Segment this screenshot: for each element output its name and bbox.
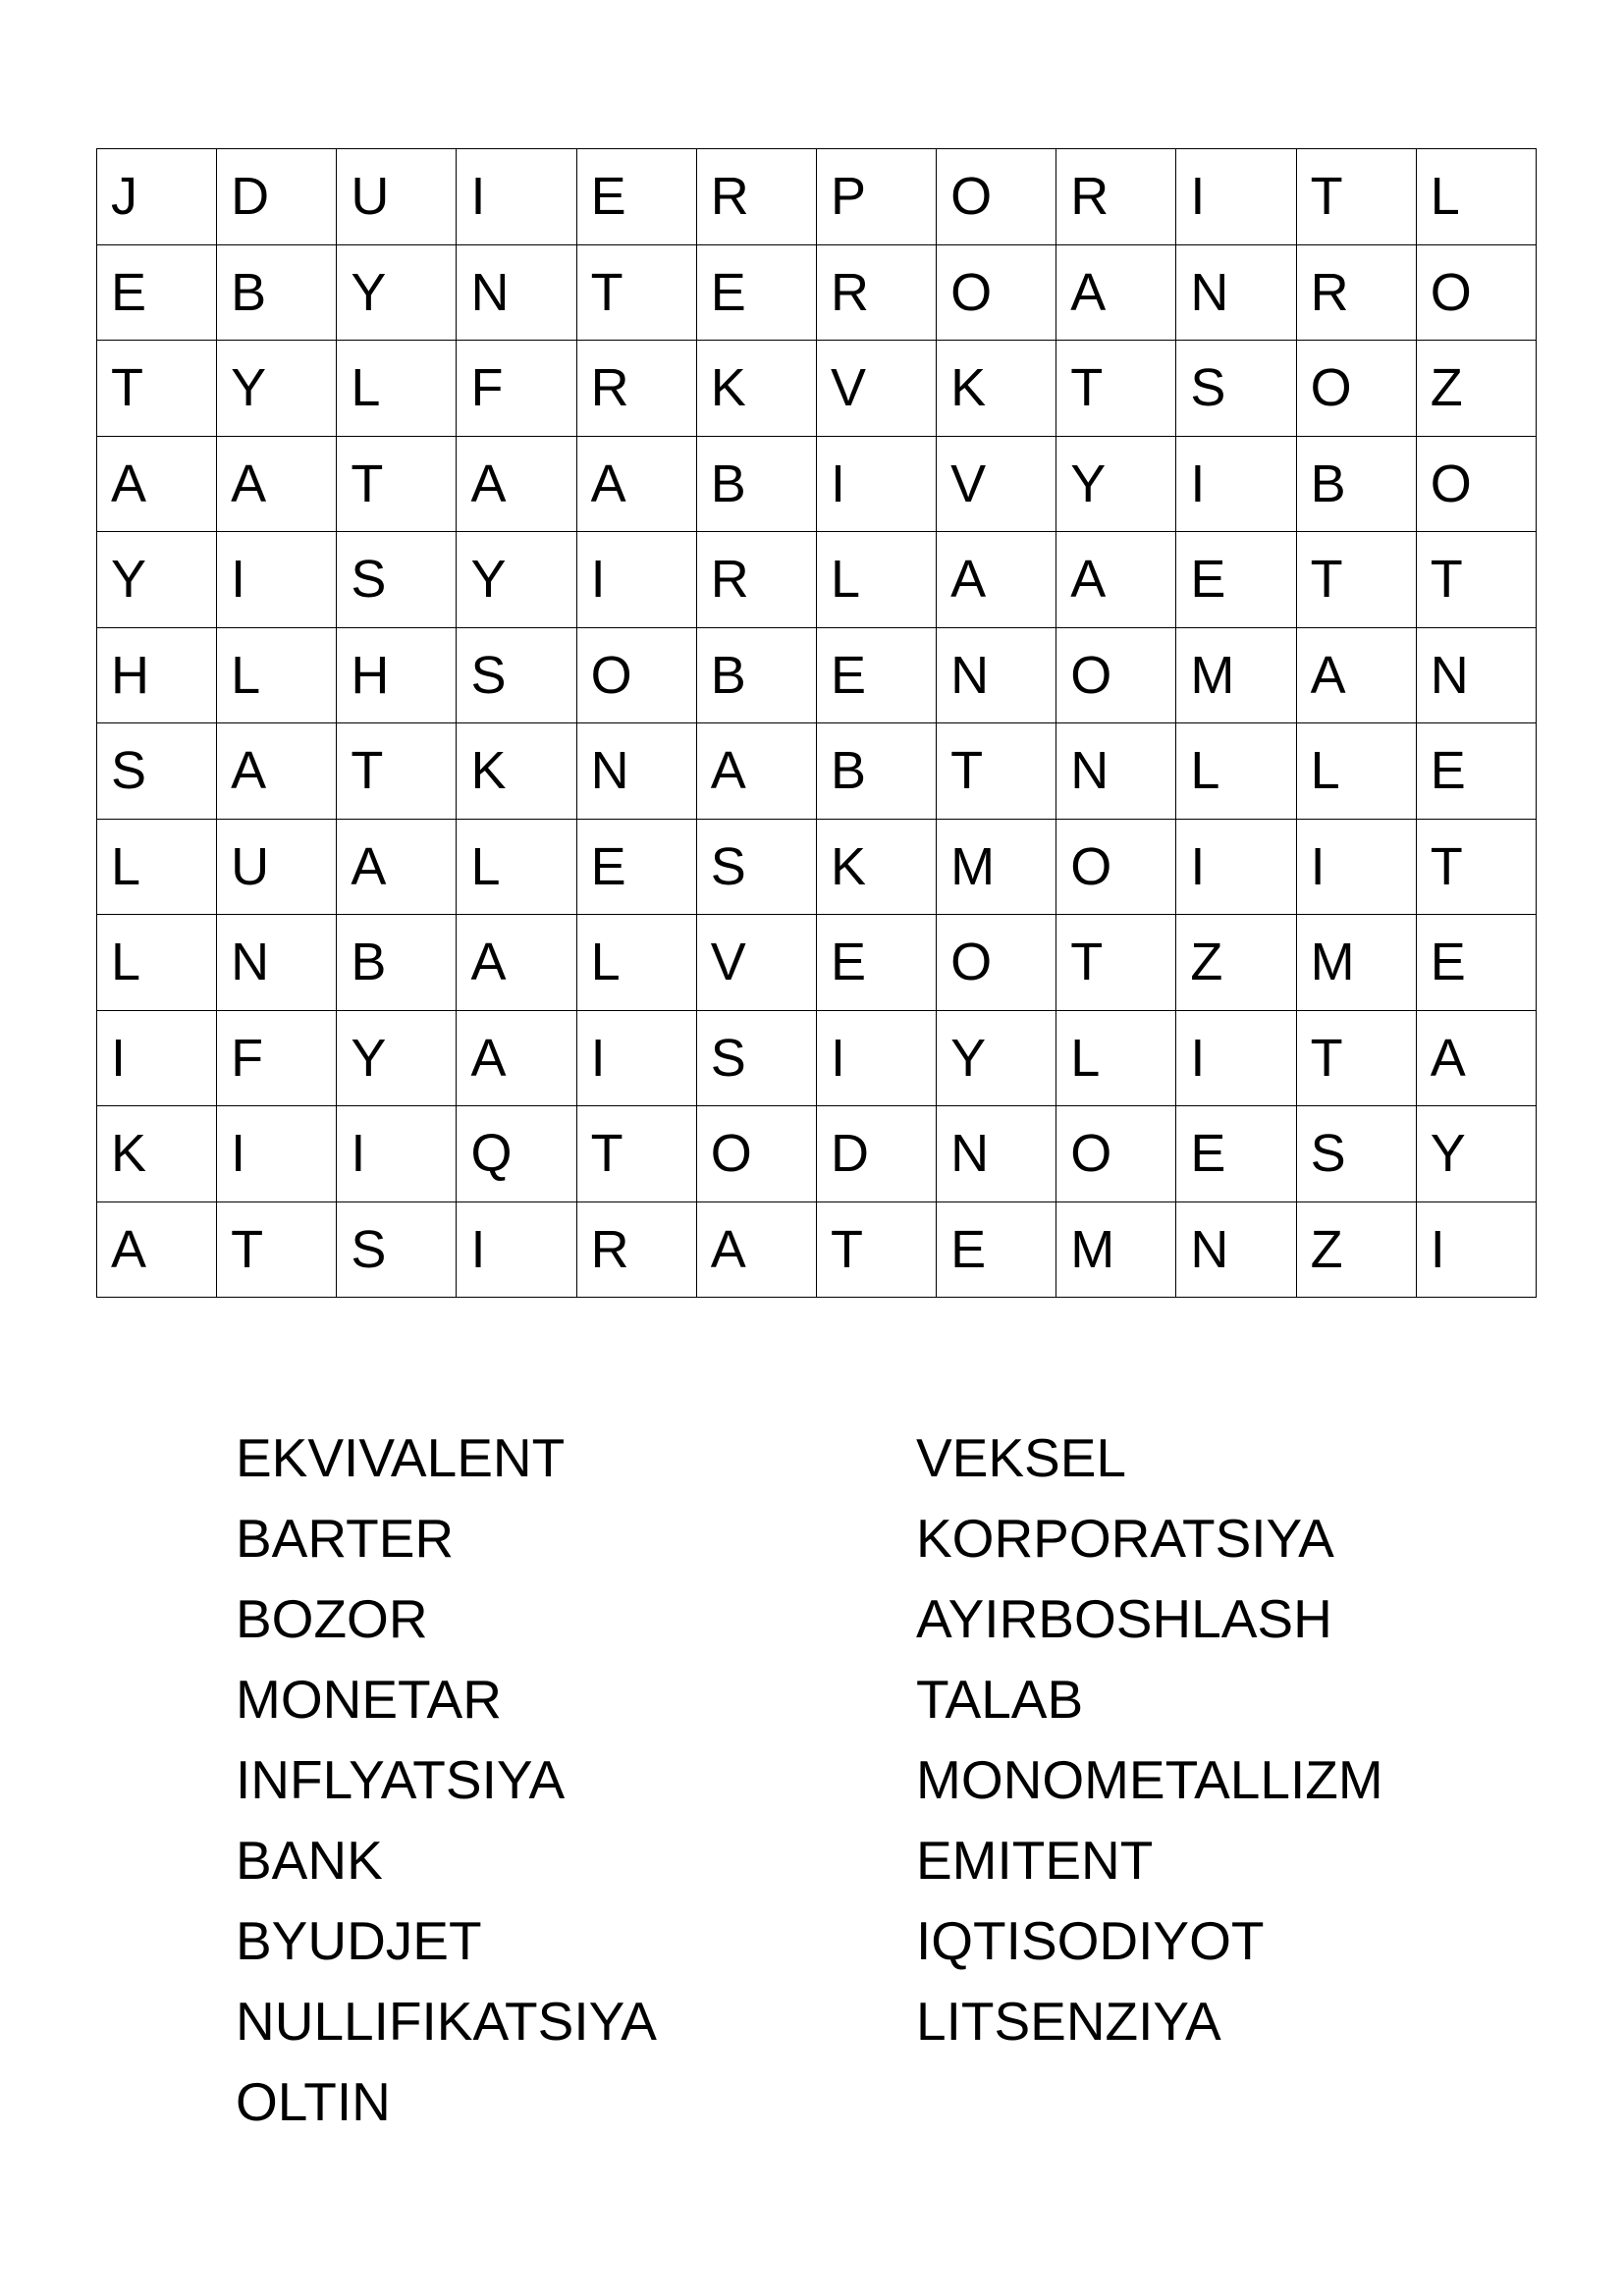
grid-cell: T xyxy=(1416,532,1536,628)
grid-cell: B xyxy=(696,627,816,723)
grid-cell: T xyxy=(337,723,457,820)
grid-cell: O xyxy=(1056,1106,1176,1202)
grid-cell: S xyxy=(1176,341,1296,437)
grid-cell: T xyxy=(1056,915,1176,1011)
grid-cell: O xyxy=(937,244,1056,341)
word-search-grid xyxy=(96,148,1537,1298)
grid-cell: K xyxy=(696,341,816,437)
word-list-item: KORPORATSIYA xyxy=(916,1508,1334,1569)
grid-cell: A xyxy=(457,915,576,1011)
grid-cell: S xyxy=(1296,1106,1416,1202)
grid-cell: R xyxy=(696,532,816,628)
grid-cell: Y xyxy=(457,532,576,628)
grid-cell: S xyxy=(337,1201,457,1298)
word-list-item: BANK xyxy=(236,1830,383,1891)
grid-row xyxy=(97,723,1537,820)
word-list-item: LITSENZIYA xyxy=(916,1991,1221,2052)
grid-cell: S xyxy=(696,1010,816,1106)
grid-cell: E xyxy=(816,915,936,1011)
grid-cell: L xyxy=(1176,723,1296,820)
grid-cell: M xyxy=(1296,915,1416,1011)
grid-cell: I xyxy=(816,436,936,532)
grid-cell: I xyxy=(217,1106,337,1202)
grid-cell: L xyxy=(97,819,217,915)
grid-cell: I xyxy=(816,1010,936,1106)
word-list-item: OLTIN xyxy=(236,2071,391,2132)
grid-row xyxy=(97,149,1537,245)
grid-cell: L xyxy=(337,341,457,437)
grid-cell: A xyxy=(1416,1010,1536,1106)
grid-cell: I xyxy=(217,532,337,628)
grid-cell: R xyxy=(576,341,696,437)
grid-cell: R xyxy=(696,149,816,245)
grid-cell: B xyxy=(337,915,457,1011)
grid-cell: I xyxy=(457,1201,576,1298)
grid-cell: S xyxy=(457,627,576,723)
grid-cell: Y xyxy=(1416,1106,1536,1202)
grid-cell: A xyxy=(217,436,337,532)
grid-cell: M xyxy=(937,819,1056,915)
grid-cell: D xyxy=(816,1106,936,1202)
grid-cell: H xyxy=(97,627,217,723)
grid-cell: I xyxy=(1176,149,1296,245)
grid-row xyxy=(97,436,1537,532)
grid-cell: I xyxy=(1176,1010,1296,1106)
grid-row xyxy=(97,1010,1537,1106)
grid-cell: A xyxy=(1056,532,1176,628)
grid-cell: B xyxy=(1296,436,1416,532)
grid-cell: R xyxy=(1056,149,1176,245)
grid-cell: Z xyxy=(1296,1201,1416,1298)
word-list-right xyxy=(916,1417,1383,2061)
grid-cell: O xyxy=(1056,819,1176,915)
grid-cell: R xyxy=(1296,244,1416,341)
grid-cell: V xyxy=(696,915,816,1011)
grid-cell: A xyxy=(97,436,217,532)
grid-row xyxy=(97,244,1537,341)
grid-cell: H xyxy=(337,627,457,723)
grid-row xyxy=(97,915,1537,1011)
word-list-item: TALAB xyxy=(916,1669,1084,1730)
grid-cell: T xyxy=(576,1106,696,1202)
grid-cell: B xyxy=(217,244,337,341)
grid-cell: R xyxy=(576,1201,696,1298)
grid-cell: K xyxy=(97,1106,217,1202)
word-list-item: IQTISODIYOT xyxy=(916,1910,1265,1971)
grid-cell: E xyxy=(1416,723,1536,820)
grid-cell: K xyxy=(816,819,936,915)
grid-cell: L xyxy=(1056,1010,1176,1106)
grid-cell: O xyxy=(1296,341,1416,437)
grid-cell: O xyxy=(576,627,696,723)
grid-row xyxy=(97,1106,1537,1202)
grid-cell: N xyxy=(1176,1201,1296,1298)
grid-cell: I xyxy=(1176,436,1296,532)
grid-cell: E xyxy=(696,244,816,341)
grid-cell: A xyxy=(696,723,816,820)
grid-cell: T xyxy=(337,436,457,532)
grid-cell: T xyxy=(1416,819,1536,915)
grid-cell: E xyxy=(816,627,936,723)
grid-row xyxy=(97,341,1537,437)
grid-cell: A xyxy=(1056,244,1176,341)
grid-cell: T xyxy=(97,341,217,437)
grid-cell: I xyxy=(337,1106,457,1202)
grid-cell: E xyxy=(576,149,696,245)
grid-cell: A xyxy=(576,436,696,532)
grid-cell: Z xyxy=(1416,341,1536,437)
grid-cell: Y xyxy=(97,532,217,628)
grid-cell: Z xyxy=(1176,915,1296,1011)
grid-cell: D xyxy=(217,149,337,245)
grid-cell: U xyxy=(337,149,457,245)
grid-cell: N xyxy=(217,915,337,1011)
grid-cell: F xyxy=(217,1010,337,1106)
grid-cell: K xyxy=(457,723,576,820)
grid-cell: N xyxy=(937,627,1056,723)
grid-cell: I xyxy=(576,1010,696,1106)
grid-cell: O xyxy=(1416,244,1536,341)
word-list-item: BOZOR xyxy=(236,1588,428,1649)
grid-cell: T xyxy=(937,723,1056,820)
grid-cell: E xyxy=(1176,1106,1296,1202)
grid-cell: M xyxy=(1056,1201,1176,1298)
grid-cell: T xyxy=(1296,1010,1416,1106)
grid-cell: N xyxy=(1416,627,1536,723)
grid-cell: N xyxy=(457,244,576,341)
grid-cell: T xyxy=(217,1201,337,1298)
grid-cell: I xyxy=(1296,819,1416,915)
grid-cell: Y xyxy=(217,341,337,437)
grid-cell: T xyxy=(1296,532,1416,628)
grid-cell: E xyxy=(576,819,696,915)
grid-cell: T xyxy=(1296,149,1416,245)
word-list-left xyxy=(236,1417,657,2142)
grid-cell: S xyxy=(337,532,457,628)
grid-cell: Y xyxy=(337,244,457,341)
grid-cell: N xyxy=(1176,244,1296,341)
grid-cell: U xyxy=(217,819,337,915)
grid-cell: I xyxy=(1416,1201,1536,1298)
grid-row xyxy=(97,532,1537,628)
grid-cell: I xyxy=(1176,819,1296,915)
grid-cell: L xyxy=(816,532,936,628)
grid-cell: L xyxy=(457,819,576,915)
grid-cell: Q xyxy=(457,1106,576,1202)
grid-cell: A xyxy=(937,532,1056,628)
grid-cell: V xyxy=(937,436,1056,532)
grid-cell: T xyxy=(816,1201,936,1298)
word-list-item: EKVIVALENT xyxy=(236,1427,566,1488)
grid-cell: L xyxy=(576,915,696,1011)
grid-cell: I xyxy=(576,532,696,628)
grid-cell: S xyxy=(696,819,816,915)
grid-cell: J xyxy=(97,149,217,245)
word-list-item: EMITENT xyxy=(916,1830,1154,1891)
word-list-item: INFLYATSIYA xyxy=(236,1749,566,1810)
word-list-item: BYUDJET xyxy=(236,1910,482,1971)
grid-cell: Y xyxy=(937,1010,1056,1106)
grid-cell: T xyxy=(576,244,696,341)
grid-cell: A xyxy=(97,1201,217,1298)
grid-cell: Y xyxy=(1056,436,1176,532)
grid-cell: E xyxy=(97,244,217,341)
grid-cell: N xyxy=(576,723,696,820)
grid-cell: A xyxy=(1296,627,1416,723)
grid-cell: M xyxy=(1176,627,1296,723)
grid-cell: O xyxy=(696,1106,816,1202)
grid-cell: L xyxy=(1296,723,1416,820)
grid-cell: A xyxy=(217,723,337,820)
grid-cell: L xyxy=(217,627,337,723)
grid-cell: O xyxy=(1056,627,1176,723)
grid-row xyxy=(97,1201,1537,1298)
word-list-item: VEKSEL xyxy=(916,1427,1127,1488)
grid-cell: P xyxy=(816,149,936,245)
grid-row xyxy=(97,627,1537,723)
grid-cell: K xyxy=(937,341,1056,437)
grid-cell: R xyxy=(816,244,936,341)
grid-cell: N xyxy=(937,1106,1056,1202)
grid-cell: A xyxy=(696,1201,816,1298)
grid-cell: O xyxy=(937,149,1056,245)
word-list-item: BARTER xyxy=(236,1508,455,1569)
grid-cell: L xyxy=(97,915,217,1011)
grid-cell: B xyxy=(816,723,936,820)
grid-cell: I xyxy=(457,149,576,245)
grid-cell: A xyxy=(457,1010,576,1106)
grid-cell: F xyxy=(457,341,576,437)
grid-cell: A xyxy=(337,819,457,915)
grid-cell: E xyxy=(937,1201,1056,1298)
grid-cell: E xyxy=(1416,915,1536,1011)
grid-cell: T xyxy=(1056,341,1176,437)
grid-cell: Y xyxy=(337,1010,457,1106)
grid-cell: I xyxy=(97,1010,217,1106)
grid-cell: A xyxy=(457,436,576,532)
word-list-item: NULLIFIKATSIYA xyxy=(236,1991,657,2052)
grid-cell: O xyxy=(1416,436,1536,532)
grid-cell: N xyxy=(1056,723,1176,820)
grid-cell: O xyxy=(937,915,1056,1011)
grid-cell: E xyxy=(1176,532,1296,628)
word-list-item: MONETAR xyxy=(236,1669,502,1730)
grid-cell: L xyxy=(1416,149,1536,245)
grid-cell: V xyxy=(816,341,936,437)
word-list-item: MONOMETALLIZM xyxy=(916,1749,1383,1810)
grid-row xyxy=(97,819,1537,915)
word-list-item: AYIRBOSHLASH xyxy=(916,1588,1332,1649)
grid-cell: B xyxy=(696,436,816,532)
grid-cell: S xyxy=(97,723,217,820)
